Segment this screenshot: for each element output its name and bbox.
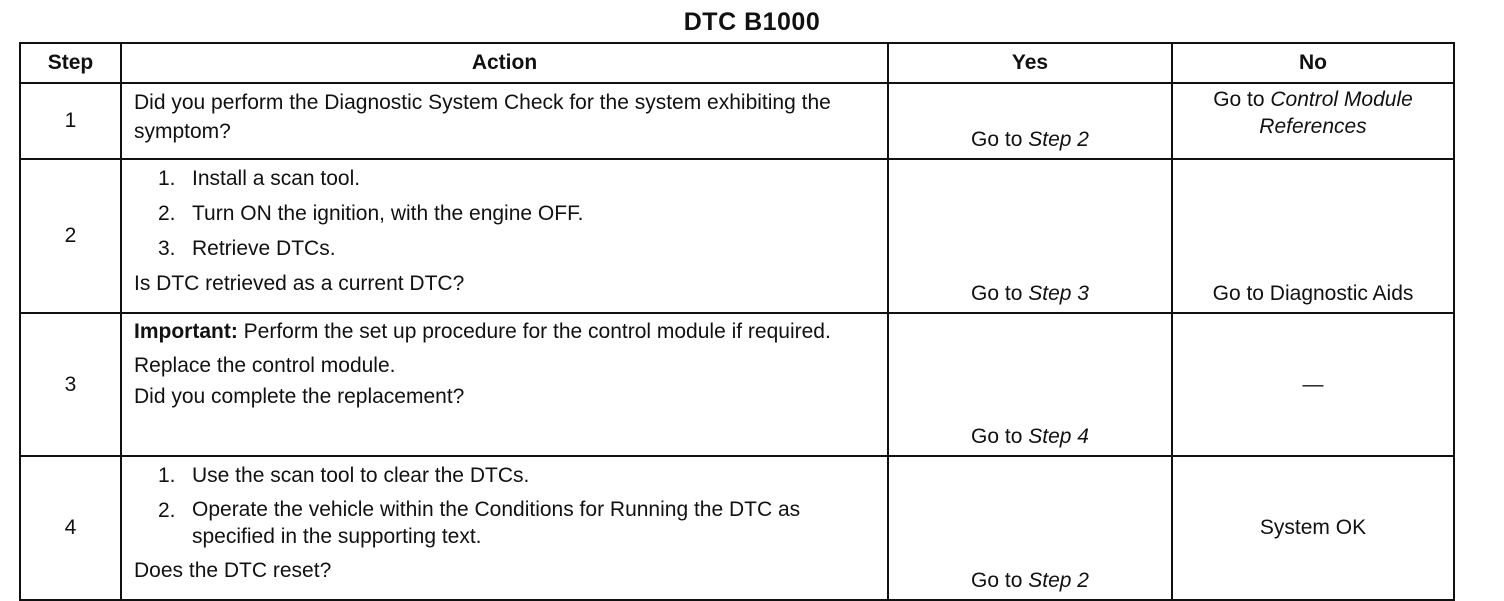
no-text: Go to Diagnostic Aids <box>1212 282 1414 305</box>
header-yes: Yes <box>888 43 1172 83</box>
no-cell <box>1172 83 1454 159</box>
yes-prefix: Go to <box>971 128 1029 151</box>
action-cell <box>121 83 888 159</box>
important-note <box>134 318 877 345</box>
important-text: Perform the set up procedure for the control module if required. <box>237 320 831 343</box>
important-label: Important: <box>134 320 238 343</box>
table-row <box>20 159 1454 313</box>
action-list <box>134 164 877 263</box>
no-cell <box>1172 159 1454 313</box>
yes-cell <box>888 456 1172 600</box>
no-text: System OK <box>1259 516 1367 539</box>
step-number: 1 <box>20 83 121 159</box>
yes-step-link[interactable]: Step 3 <box>1028 282 1089 305</box>
yes-cell <box>888 313 1172 456</box>
action-cell <box>121 456 888 600</box>
page-title: DTC B1000 <box>683 8 821 36</box>
action-cell <box>121 313 888 456</box>
table-row <box>20 83 1454 159</box>
list-item <box>134 199 877 228</box>
list-item-text: Operate the vehicle within the Conditions for Running the DTC as specified in the supporting text. <box>192 498 801 548</box>
list-item-text: Retrieve DTCs. <box>192 237 336 260</box>
list-item-number: 3. <box>158 237 176 260</box>
list-item <box>134 496 877 550</box>
list-item-number: 1. <box>158 167 176 190</box>
list-item-number: 2. <box>158 499 176 522</box>
yes-prefix: Go to <box>971 569 1029 592</box>
yes-cell <box>888 83 1172 159</box>
header-no: No <box>1172 43 1454 83</box>
action-question: Did you complete the replacement? <box>134 385 465 408</box>
no-prefix: Go to <box>1213 88 1271 111</box>
no-cell <box>1172 456 1454 600</box>
list-item <box>134 164 877 193</box>
no-cell <box>1172 313 1454 456</box>
list-item-text: Install a scan tool. <box>192 167 361 190</box>
action-instruction: Replace the control module. <box>134 354 396 377</box>
header-action: Action <box>121 43 888 83</box>
action-cell <box>121 159 888 313</box>
list-item-number: 1. <box>158 464 176 487</box>
table-header-row <box>20 43 1454 83</box>
action-question: Is DTC retrieved as a current DTC? <box>134 272 465 295</box>
step-number: 2 <box>20 159 121 313</box>
diagnostic-table <box>19 42 1455 601</box>
table-row <box>20 313 1454 456</box>
no-dash: — <box>1302 372 1324 396</box>
step-number: 4 <box>20 456 121 600</box>
yes-step-link[interactable]: Step 4 <box>1028 425 1089 448</box>
yes-cell <box>888 159 1172 313</box>
yes-step-link[interactable]: Step 2 <box>1028 569 1089 592</box>
table-row <box>20 456 1454 600</box>
list-item <box>134 461 877 490</box>
list-item <box>134 234 877 263</box>
no-reference-link[interactable]: Control Module References <box>1259 88 1413 138</box>
step-number: 3 <box>20 313 121 456</box>
yes-prefix: Go to <box>971 425 1029 448</box>
yes-step-link[interactable]: Step 2 <box>1028 128 1089 151</box>
list-item-text: Turn ON the ignition, with the engine OFF. <box>192 202 584 225</box>
action-question: Did you perform the Diagnostic System Check for the system exhibiting the symptom? <box>134 91 831 143</box>
action-list <box>134 461 877 550</box>
list-item-text: Use the scan tool to clear the DTCs. <box>192 464 530 487</box>
action-question: Does the DTC reset? <box>134 559 332 582</box>
header-step: Step <box>20 43 121 83</box>
list-item-number: 2. <box>158 202 176 225</box>
yes-prefix: Go to <box>971 282 1029 305</box>
